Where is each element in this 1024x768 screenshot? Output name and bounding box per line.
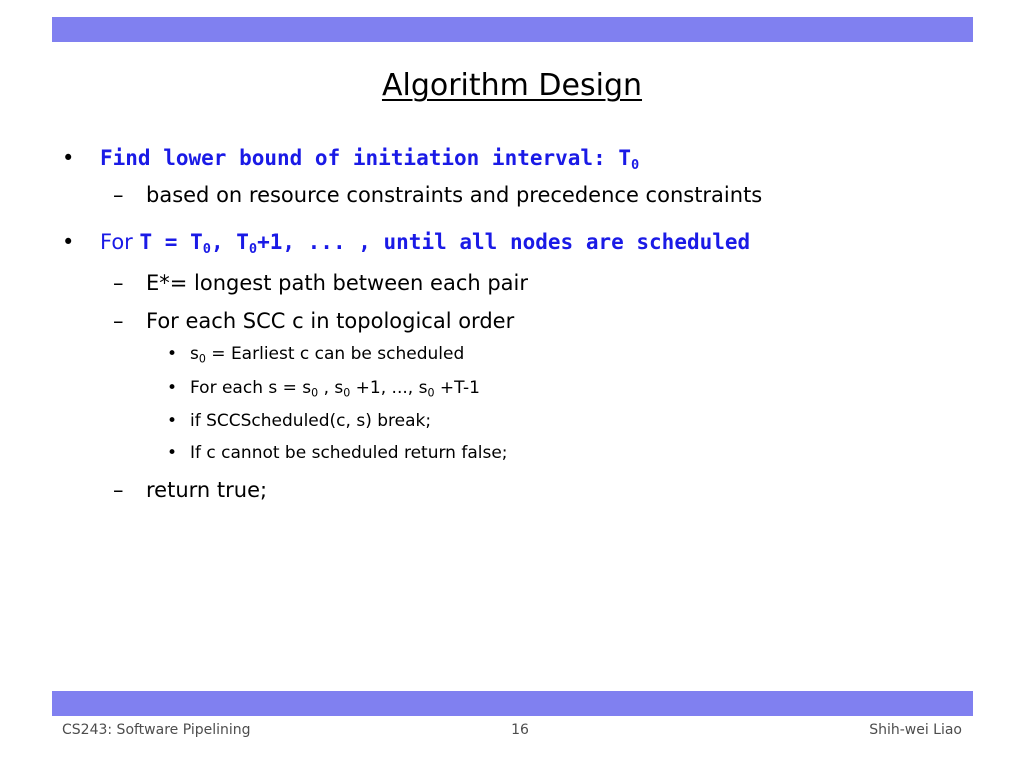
top-accent-bar <box>52 17 973 42</box>
subbullet-return-true: return true; <box>146 478 268 502</box>
bullet-marker: • <box>167 411 178 431</box>
footer-author: Shih-wei Liao <box>869 722 962 738</box>
subsub-return-false: If c cannot be scheduled return false; <box>190 443 508 463</box>
subsub-earliest: $s_0$ = Earliest c can be scheduled <box>190 344 465 366</box>
bullet-marker: • <box>167 443 178 463</box>
dash-marker: – <box>113 271 124 295</box>
bullet-marker: • <box>62 146 75 170</box>
subbullet-resource-constraints: based on resource constraints and precedence constraints <box>146 183 763 207</box>
bullet-lower-bound: Find lower bound of initiation interval: $T_0$ <box>100 146 640 174</box>
footer-course: CS243: Software Pipelining <box>62 722 251 738</box>
slide-title: Algorithm Design <box>381 68 643 103</box>
bullet-for-loop: For $T = T_0$, $T_0+1$, ... , until all nodes are scheduled <box>100 230 751 258</box>
bullet-marker: • <box>167 378 178 398</box>
dash-marker: – <box>113 478 124 502</box>
bullet-marker: • <box>62 230 75 254</box>
dash-marker: – <box>113 309 124 333</box>
footer-page-number: 16 <box>511 722 529 738</box>
bullet-marker: • <box>167 344 178 364</box>
subsub-for-each-s: For each $s = s_0$ , $s_0 +1$, ..., $s_0 +T-1$ <box>190 378 480 400</box>
dash-marker: – <box>113 183 124 207</box>
subsub-scc-scheduled: if SCCScheduled(c, s) break; <box>190 411 432 431</box>
subbullet-longest-path: E*= longest path between each pair <box>146 271 529 295</box>
bottom-accent-bar <box>52 691 973 716</box>
subbullet-each-scc: For each SCC c in topological order <box>146 309 515 333</box>
